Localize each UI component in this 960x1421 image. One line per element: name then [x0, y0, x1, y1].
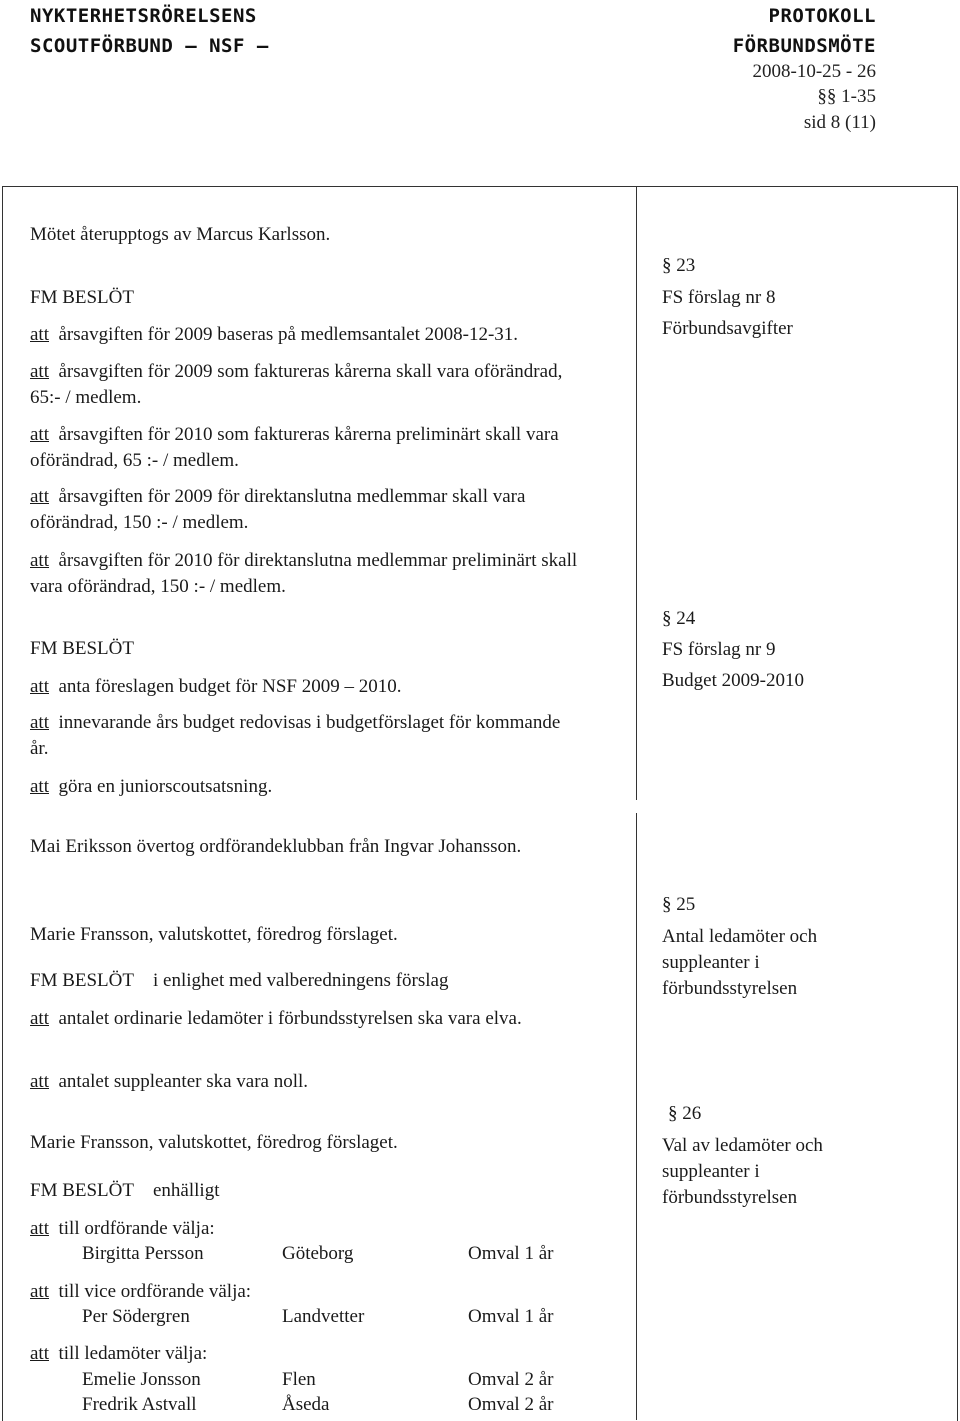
elected-name: Emelie Jonsson	[82, 1369, 201, 1390]
decision-text: innevarande års budget redovisas i budgetförslaget för kommande år.	[30, 712, 561, 759]
paragraph-range: §§ 1-35	[817, 86, 876, 107]
section-title: Val av ledamöter och	[662, 1135, 823, 1156]
decision-heading: FM BESLÖT	[30, 287, 134, 308]
decision-text: antalet ordinarie ledamöter i förbundsstyrelsen ska vara elva.	[58, 1008, 522, 1029]
att-keyword: att	[30, 1008, 49, 1029]
decision-text: årsavgiften för 2009 som faktureras kårerna skall vara oförändrad, 65:- / medlem.	[30, 361, 563, 408]
section-title: FS förslag nr 9	[662, 639, 776, 660]
section-title: suppleanter i	[662, 952, 760, 973]
att-keyword: att	[30, 1343, 49, 1364]
att-keyword: att	[30, 676, 49, 697]
decision-item	[30, 774, 620, 800]
decision-text: göra en juniorscoutsatsning.	[58, 776, 273, 797]
resumed-note: Mötet återupptogs av Marcus Karlsson.	[30, 224, 331, 245]
decision-item	[30, 422, 590, 474]
organization-name-line-2: SCOUTFÖRBUND – NSF –	[30, 35, 269, 57]
document-type: PROTOKOLL	[768, 5, 876, 27]
decision-text: till ledamöter välja:	[58, 1343, 208, 1364]
decision-item	[30, 1069, 620, 1095]
section-number: § 23	[662, 255, 696, 276]
decision-item	[30, 1006, 590, 1032]
decision-heading	[30, 1178, 620, 1204]
att-keyword: att	[30, 324, 49, 345]
decision-heading: FM BESLÖT	[30, 638, 134, 659]
page-number: sid 8 (11)	[803, 112, 876, 133]
elected-place: Landvetter	[282, 1306, 365, 1327]
decision-text: till ordförande välja:	[58, 1218, 215, 1239]
att-keyword: att	[30, 486, 49, 507]
decision-item	[30, 710, 570, 762]
decision-text: till vice ordförande välja:	[58, 1281, 252, 1302]
decision-text: årsavgiften för 2009 för direktanslutna medlemmar skall vara oförändrad, 150 :- / medlem.	[30, 486, 526, 533]
chair-handover-note: Mai Eriksson övertog ordförandeklubban från Ingvar Johansson.	[30, 836, 522, 857]
elected-term: Omval 1 år	[468, 1243, 554, 1264]
elected-term: Omval 1 år	[468, 1306, 554, 1327]
section-number: § 25	[662, 894, 696, 915]
decision-text: anta föreslagen budget för NSF 2009 – 2010.	[58, 676, 402, 697]
presentation-note: Marie Fransson, valutskottet, föredrog förslaget.	[30, 924, 398, 945]
decision-item	[30, 1341, 620, 1367]
column-divider	[636, 813, 637, 1420]
att-keyword: att	[30, 1218, 49, 1239]
section-number: § 26	[668, 1103, 702, 1124]
section-subtitle: Förbundsavgifter	[662, 318, 793, 339]
decision-text: årsavgiften för 2010 som faktureras kårerna preliminärt skall vara oförändrad, 65 :- / medlem.	[30, 424, 559, 471]
decision-item	[30, 1279, 620, 1305]
column-divider	[636, 186, 637, 800]
att-keyword: att	[30, 550, 49, 571]
decision-item	[30, 322, 620, 348]
section-number: § 24	[662, 608, 696, 629]
elected-term: Omval 2 år	[468, 1369, 554, 1390]
decision-heading	[30, 968, 620, 994]
decision-text: årsavgiften för 2010 för direktanslutna medlemmar preliminärt skall vara oförändrad, 150 :- / medlem.	[30, 550, 578, 597]
decision-item	[30, 674, 620, 700]
elected-name: Birgitta Persson	[82, 1243, 204, 1264]
decision-item	[30, 484, 590, 536]
decision-item	[30, 548, 590, 600]
section-title: förbundsstyrelsen	[662, 1187, 798, 1208]
elected-name: Per Södergren	[82, 1306, 190, 1327]
decision-item	[30, 1216, 620, 1242]
decision-heading-label: FM BESLÖT	[30, 970, 134, 991]
decision-text: antalet suppleanter ska vara noll.	[58, 1071, 309, 1092]
decision-qualifier: enhälligt	[153, 1180, 220, 1201]
elected-name: Fredrik Astvall	[82, 1394, 197, 1415]
att-keyword: att	[30, 424, 49, 445]
decision-item	[30, 359, 590, 411]
section-title: Antal ledamöter och	[662, 926, 818, 947]
organization-name-line-1: NYKTERHETSRÖRELSENS	[30, 5, 257, 27]
meeting-name: FÖRBUNDSMÖTE	[732, 35, 876, 57]
presentation-note: Marie Fransson, valutskottet, föredrog förslaget.	[30, 1132, 398, 1153]
decision-qualifier: i enlighet med valberedningens förslag	[153, 970, 449, 991]
section-title: FS förslag nr 8	[662, 287, 776, 308]
decision-heading-label: FM BESLÖT	[30, 1180, 134, 1201]
meeting-date: 2008-10-25 - 26	[752, 61, 876, 82]
elected-place: Åseda	[282, 1394, 330, 1415]
elected-term: Omval 2 år	[468, 1394, 554, 1415]
decision-text: årsavgiften för 2009 baseras på medlemsantalet 2008-12-31.	[58, 324, 519, 345]
att-keyword: att	[30, 712, 49, 733]
section-title: förbundsstyrelsen	[662, 978, 798, 999]
att-keyword: att	[30, 1071, 49, 1092]
att-keyword: att	[30, 1281, 49, 1302]
elected-place: Flen	[282, 1369, 316, 1390]
section-subtitle: Budget 2009-2010	[662, 670, 804, 691]
att-keyword: att	[30, 361, 49, 382]
section-title: suppleanter i	[662, 1161, 760, 1182]
elected-place: Göteborg	[282, 1243, 354, 1264]
att-keyword: att	[30, 776, 49, 797]
